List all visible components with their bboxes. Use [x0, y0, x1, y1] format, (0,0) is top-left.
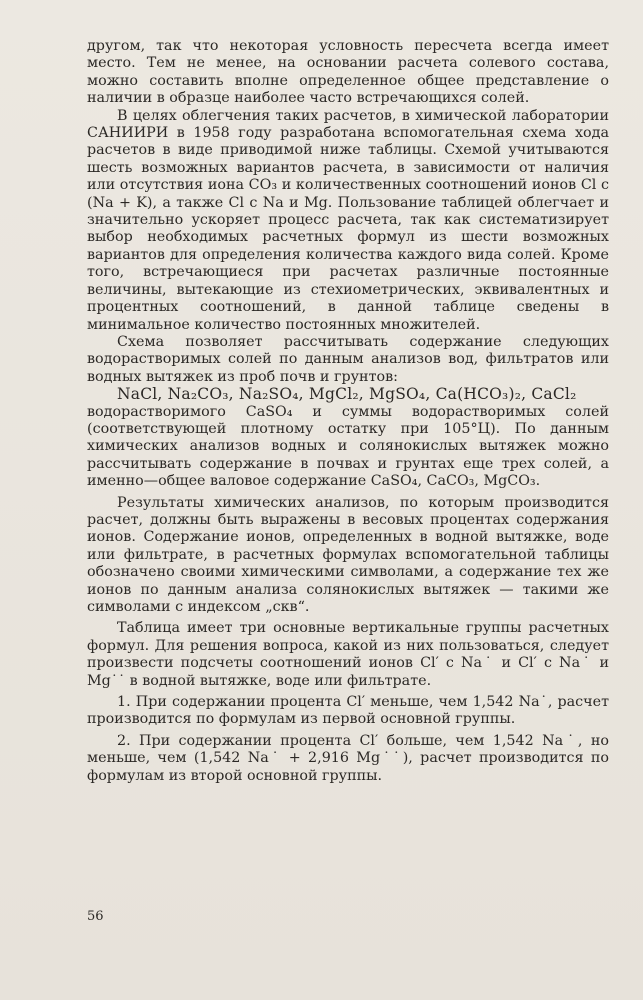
paragraph: В целях облегчения таких расчетов, в химической лаборатории САНИИРИ в 1958 году разработана вспомогательная схема хода расчетов в виде приводимой ниже таблицы. Схемой учитываются шесть возможных вариантов расчета, в зависимости от наличия или отсутствия иона CO₃ и количественных соотношений ионов Cl с (Na + K), а также Cl с Na и Mg. Пользование таблицей облегчает и значительно ускоряет процесс расчета, так как систематизирует выбор необходимых расчетных формул из шести возможных вариантов для определения количества каждого вида солей. Кроме того, встречающиеся при расчетах различные постоянные величины, вытекающие из стехиометрических, эквивалентных и процентных соотношений, в данной таблице сведены в минимальное количество постоянных множителей. — [87, 107, 609, 333]
page-number: 56 — [87, 909, 104, 924]
paragraph: другом, так что некоторая условность пересчета всегда имеет место. Тем не менее, на основании расчета солевого состава, можно составить вполне определенное общее представление о наличии в образце наиболее часто встречающихся солей. — [87, 38, 609, 107]
paragraph: Схема позволяет рассчитывать содержание следующих водорастворимых солей по данным анализов вод, фильтратов или водных вытяжек из проб почв и грунтов: — [87, 333, 609, 385]
paragraph: 1. При содержании процента Cl′ меньше, чем 1,542 Na˙, расчет производится по формулам из первой основной группы. — [87, 694, 609, 728]
salt-formula-list: NaCl, Na₂CO₃, Na₂SO₄, MgCl₂, MgSO₄, Ca(HCO₃)₂, CaCl₂ — [117, 385, 577, 404]
paragraph: 2. При содержании процента Cl′ больше, чем 1,542 Na˙, но меньше, чем (1,542 Na˙ + 2,916 Mg˙˙), расчет производится по формулам из второй основной группы. — [87, 732, 609, 784]
paragraph: водорастворимого CaSO₄ и суммы водорастворимых солей (соответствующей плотному остатку при 105°Ц). По данным химических анализов водных и солянокислых вытяжек можно рассчитывать содержание в почвах и грунтах еще трех солей, а именно—общее валовое содержание CaSO₄, CaCO₃, MgCO₃. — [87, 403, 609, 490]
paragraph: Таблица имеет три основные вертикальные группы расчетных формул. Для решения вопроса, какой из них пользоваться, следует произвести подсчеты соотношений ионов Cl′ с Na˙ и Cl′ с Na˙ и Mg˙˙ в водной вытяжке, воде или фильтрате. — [87, 620, 609, 689]
body-text — [87, 38, 609, 785]
paragraph: Результаты химических анализов, по которым производится расчет, должны быть выражены в весовых процентах содержания ионов. Содержание ионов, определенных в водной вытяжке, воде или фильтрате, в расчетных формулах вспомогательной таблицы обозначено своими химическими символами, а содержание тех же ионов по данным анализа солянокислых вытяжек — такими же символами с индексом „скв“. — [87, 494, 609, 615]
